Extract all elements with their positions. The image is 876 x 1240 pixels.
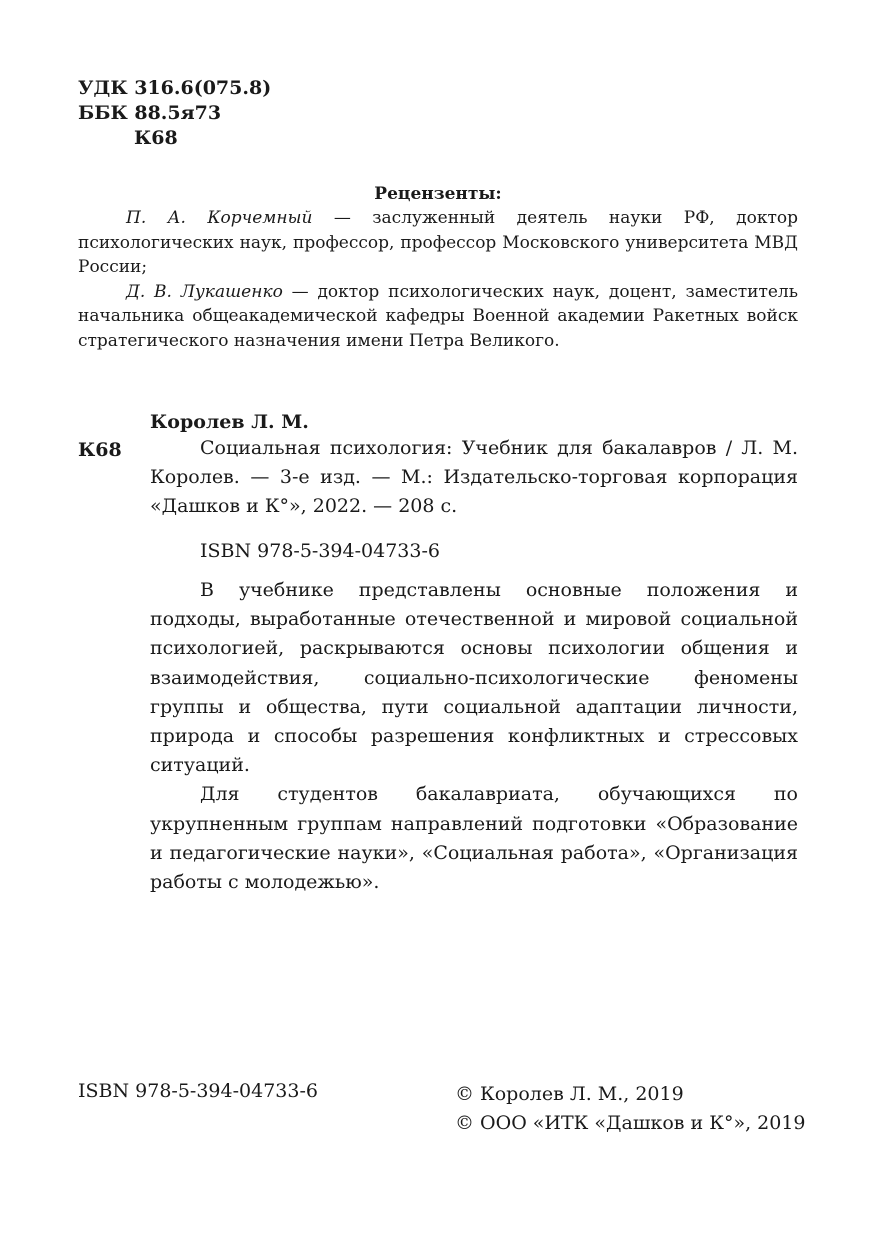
reviewer-item [78, 280, 798, 354]
reviewer-name: П. А. Корчемный [126, 208, 313, 228]
udk-code: УДК 316.6(075.8) [78, 77, 272, 99]
reviewer-details: — доктор психологических наук, доцент, заместитель начальника общеакадемической кафедры Военной академии Ракетных войск стратегического назначения имени Петра Великого. [78, 281, 798, 351]
bbk-code: ББК 88.5я73 [78, 102, 222, 124]
annotation [150, 576, 798, 897]
copyright-author: © Королев Л. М., 2019 [455, 1083, 684, 1105]
bibliographic-description [150, 434, 798, 521]
bibliographic-text: Социальная психология: Учебник для бакалавров / Л. М. Королев. — 3-е изд. — М.: Издательско-торговая корпорация «Дашков и К°», 2022. — 208 с. [150, 437, 798, 517]
copyright-publisher: © ООО «ИТК «Дашков и К°», 2019 [455, 1112, 806, 1134]
book-author-mark: К68 [78, 439, 122, 461]
classification-block [78, 76, 271, 151]
reviewer-name: Д. В. Лукашенко [126, 281, 283, 302]
copyright-block [455, 1080, 806, 1138]
author-mark-code: К68 [134, 127, 178, 149]
book-isbn: ISBN 978-5-394-04733-6 [200, 540, 440, 562]
reviewer-item [78, 206, 798, 280]
reviewer-details: — заслуженный деятель науки РФ, доктор психологических наук, профессор, профессор Московского университета МВД России; [78, 208, 798, 277]
book-author: Королев Л. М. [150, 411, 309, 433]
annotation-paragraph: В учебнике представлены основные положения и подходы, выработанные отечественной и мировой социальной психологией, раскрываются основы психологии общения и взаимодействия, социально-психологические феномены группы и общества, пути социальной адаптации личности, природа и способы разрешения конфликтных и стрессовых ситуаций. [150, 579, 798, 777]
annotation-paragraph: Для студентов бакалавриата, обучающихся по укрупненным группам направлений подготовки «Образование и педагогические науки», «Социальная работа», «Организация работы с молодежью». [150, 783, 798, 894]
reviewers-list [78, 206, 798, 353]
reviewers-title: Рецензенты: [374, 184, 502, 204]
footer-isbn: ISBN 978-5-394-04733-6 [78, 1080, 318, 1102]
